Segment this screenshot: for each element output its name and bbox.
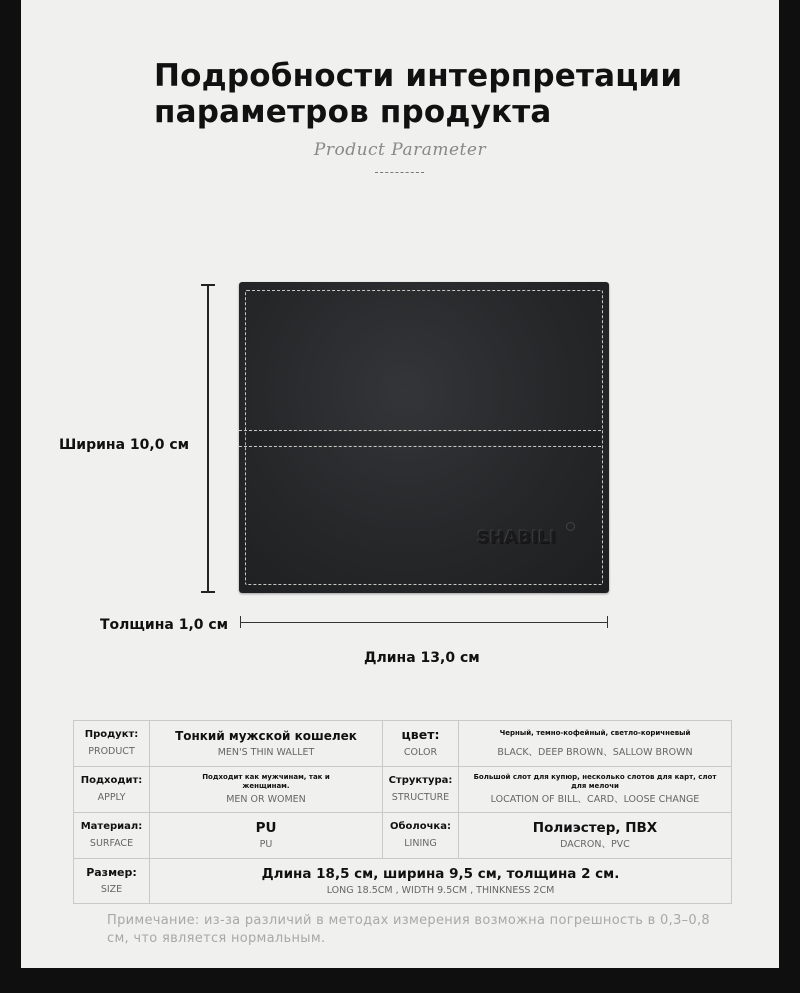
param-value-lining: Полиэстер, ПВХ DACRON、PVC: [459, 813, 732, 859]
table-row: [74, 767, 732, 813]
param-value-product: Тонкий мужской кошелек MEN'S THIN WALLET: [150, 721, 383, 767]
page-subtitle: Product Parameter: [313, 140, 487, 160]
thickness-label: Толщина 1,0 см: [100, 617, 229, 633]
length-label: Длина 13,0 см: [364, 650, 480, 666]
length-dimension-cap-right: [607, 616, 608, 628]
param-label-size: Размер: SIZE: [74, 859, 150, 904]
param-label-material: Материал: SURFACE: [74, 813, 150, 859]
param-label-product: Продукт: PRODUCT: [74, 721, 150, 767]
measurement-note: Примечание: из-за различий в методах измерения возможна погрешность в 0,3–0,8 см, что является нормальным.: [107, 913, 711, 946]
table-row: [74, 721, 732, 767]
width-label: Ширина 10,0 см: [59, 437, 190, 453]
param-label-color: цвет: COLOR: [383, 721, 459, 767]
length-dimension-cap-left: [240, 616, 241, 628]
param-value-structure: Большой слот для купюр, несколько слотов для карт, слот для мелочи LOCATION OF BILL、CARD、LOOSE CHANGE: [459, 767, 732, 813]
width-dimension-cap-top: [201, 284, 215, 286]
param-value-material: PU PU: [150, 813, 383, 859]
subtitle-divider: [375, 172, 424, 173]
registered-mark-icon: [566, 522, 575, 531]
param-value-color: Черный, темно-кофейный, светло-коричневый BLACK、DEEP BROWN、SALLOW BROWN: [459, 721, 732, 767]
wallet-middle-band: [239, 432, 601, 445]
page-title: [154, 58, 682, 130]
width-dimension-line: [207, 284, 209, 593]
table-row: [74, 813, 732, 859]
title-line-2: параметров продукта: [154, 94, 552, 130]
wallet-middle-stitch-bottom: [239, 446, 601, 447]
param-label-lining: Оболочка: LINING: [383, 813, 459, 859]
param-label-structure: Структура: STRUCTURE: [383, 767, 459, 813]
title-line-1: Подробности интерпретации: [154, 58, 683, 94]
wallet-middle-stitch-top: [239, 430, 601, 431]
wallet-brand-logo: SHABILI: [477, 528, 557, 548]
param-value-size: Длина 18,5 см, ширина 9,5 см, толщина 2 см. LONG 18.5CM , WIDTH 9.5CM , THINKNESS 2CM: [150, 859, 732, 904]
length-dimension-line: [240, 622, 608, 623]
product-parameters-table: [73, 720, 732, 904]
param-value-apply: Подходит как мужчинам, так и женщинам. MEN OR WOMEN: [150, 767, 383, 813]
width-dimension-cap-bottom: [201, 591, 215, 593]
table-row: [74, 859, 732, 904]
param-label-apply: Подходит: APPLY: [74, 767, 150, 813]
